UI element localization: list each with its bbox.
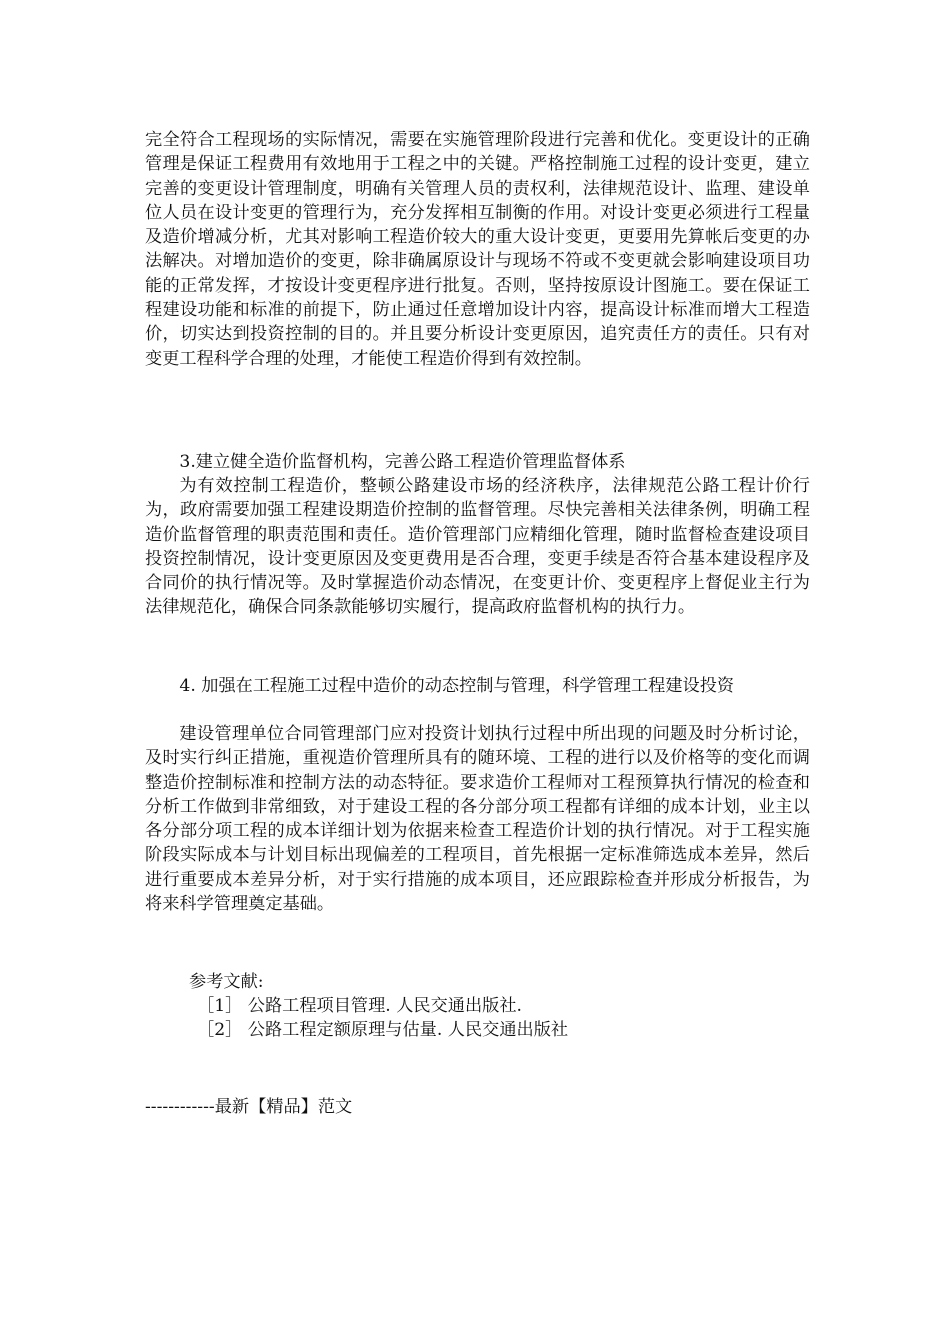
footer-label: ------------最新【精品】范文: [145, 1097, 353, 1117]
reference-item-1: ［1］ 公路工程项目管理. 人民交通出版社.: [197, 996, 522, 1016]
body-paragraph-supervision: 为有效控制工程造价，整顿公路建设市场的经济秩序，法律规范公路工程计价行为，政府需要加强工程建设期造价控制的监督管理。尽快完善相关法律条例，明确工程造价监督管理的职责范围和责任。造价管理部门应精细化管理，随时监督检查建设项目投资控制情况，设计变更原因及变更费用是否合理，变更手续是否符合基本建设程序及合同价的执行情况等。及时掌握造价动态情况，在变更计价、变更程序上督促业主行为法律规范化，确保合同条款能够切实履行，提高政府监督机构的执行力。: [145, 476, 810, 618]
references-title: 参考文献:: [189, 972, 264, 992]
body-paragraph-dynamic-control: 建设管理单位合同管理部门应对投资计划执行过程中所出现的问题及时分析讨论，及时实行纠正措施，重视造价管理所具有的随环境、工程的进行以及价格等的变化而调整造价控制标准和控制方法的动态特征。要求造价工程师对工程预算执行情况的检查和分析工作做到非常细致，对于建设工程的各分部分项工程都有详细的成本计划，业主以各分部分项工程的成本详细计划为依据来检查工程造价计划的执行情况。对于工程实施阶段实际成本与计划目标出现偏差的工程项目，首先根据一定标准筛选成本差异，然后进行重要成本差异分析，对于实行措施的成本项目，还应跟踪检查并形成分析报告，为将来科学管理奠定基础。: [145, 724, 810, 915]
body-paragraph-design-change: 完全符合工程现场的实际情况，需要在实施管理阶段进行完善和优化。变更设计的正确管理是保证工程费用有效地用于工程之中的关键。严格控制施工过程的设计变更，建立完善的变更设计管理制度，明确有关管理人员的责权利，法律规范设计、监理、建设单位人员在设计变更的管理行为，充分发挥相互制衡的作用。对设计变更必须进行工程量及造价增减分析，尤其对影响工程造价较大的重大设计变更，更要用先算帐后变更的办法解决。对增加造价的变更，除非确属原设计与现场不符或不变更就会影响建设项目功能的正常发挥，才按设计变更程序进行批复。否则，坚持按原设计图施工。要在保证工程建设功能和标准的前提下，防止通过任意增加设计内容，提高设计标准而增大工程造价，切实达到投资控制的目的。并且要分析设计变更原因，追究责任方的责任。只有对变更工程科学合理的处理，才能使工程造价得到有效控制。: [145, 130, 810, 369]
section-heading-4: 4. 加强在工程施工过程中造价的动态控制与管理，科学管理工程建设投资: [179, 676, 735, 696]
section-heading-3: 3.建立健全造价监督机构，完善公路工程造价管理监督体系: [179, 452, 626, 472]
document-page: [145, 0, 810, 1344]
reference-item-2: ［2］ 公路工程定额原理与估量. 人民交通出版社: [197, 1020, 569, 1040]
